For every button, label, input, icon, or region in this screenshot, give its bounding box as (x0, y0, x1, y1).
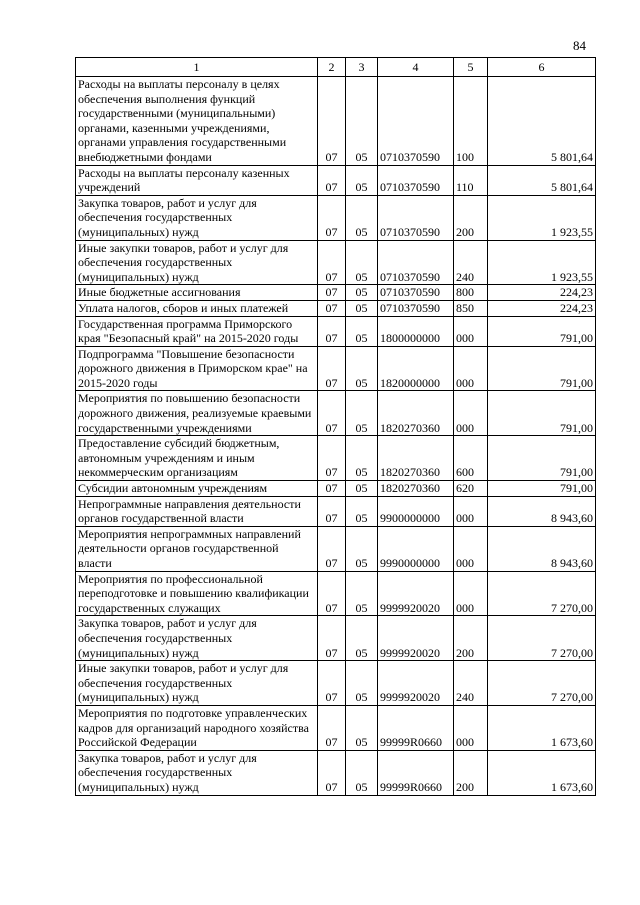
expense-type-cell: 110 (454, 165, 488, 195)
subsection-code-cell: 05 (346, 316, 378, 346)
expense-type-cell: 000 (454, 346, 488, 391)
subsection-code-cell: 05 (346, 571, 378, 616)
section-code-cell: 07 (318, 750, 346, 795)
amount-cell: 224,23 (488, 300, 596, 316)
expense-type-cell: 600 (454, 436, 488, 481)
row-name-cell: Непрограммные направления деятельности органов государственной власти (76, 496, 318, 526)
expense-type-cell: 620 (454, 481, 488, 497)
section-code-cell: 07 (318, 77, 346, 166)
section-code-cell: 07 (318, 391, 346, 436)
amount-cell: 791,00 (488, 391, 596, 436)
amount-cell: 1 923,55 (488, 195, 596, 240)
target-article-cell: 9999920020 (378, 616, 454, 661)
table-row (76, 571, 596, 616)
column-header: 1 (76, 58, 318, 77)
row-name-cell: Предоставление субсидий бюджетным, автономным учреждениям и иным некоммерческим организациям (76, 436, 318, 481)
subsection-code-cell: 05 (346, 391, 378, 436)
amount-cell: 7 270,00 (488, 571, 596, 616)
subsection-code-cell: 05 (346, 346, 378, 391)
amount-cell: 791,00 (488, 436, 596, 481)
expense-type-cell: 800 (454, 285, 488, 301)
subsection-code-cell: 05 (346, 240, 378, 285)
target-article-cell: 0710370590 (378, 77, 454, 166)
target-article-cell: 9999920020 (378, 661, 454, 706)
section-code-cell: 07 (318, 661, 346, 706)
target-article-cell: 99999R0660 (378, 705, 454, 750)
amount-cell: 1 923,55 (488, 240, 596, 285)
row-name-cell: Иные бюджетные ассигнования (76, 285, 318, 301)
expense-type-cell: 200 (454, 750, 488, 795)
expense-type-cell: 100 (454, 77, 488, 166)
row-name-cell: Расходы на выплаты персоналу в целях обеспечения выполнения функций государственными (муниципальными) органами, казенными учреждениями, органами управления государственными внебюджетными фондами (76, 77, 318, 166)
section-code-cell: 07 (318, 571, 346, 616)
amount-cell: 1 673,60 (488, 705, 596, 750)
target-article-cell: 9900000000 (378, 496, 454, 526)
subsection-code-cell: 05 (346, 616, 378, 661)
subsection-code-cell: 05 (346, 705, 378, 750)
table-row (76, 240, 596, 285)
row-name-cell: Расходы на выплаты персоналу казенных учреждений (76, 165, 318, 195)
row-name-cell: Закупка товаров, работ и услуг для обеспечения государственных (муниципальных) нужд (76, 750, 318, 795)
row-name-cell: Государственная программа Приморского края "Безопасный край" на 2015-2020 годы (76, 316, 318, 346)
section-code-cell: 07 (318, 240, 346, 285)
row-name-cell: Мероприятия непрограммных направлений деятельности органов государственной власти (76, 526, 318, 571)
column-header: 2 (318, 58, 346, 77)
target-article-cell: 0710370590 (378, 285, 454, 301)
section-code-cell: 07 (318, 481, 346, 497)
row-name-cell: Мероприятия по профессиональной переподготовке и повышению квалификации государственных служащих (76, 571, 318, 616)
table-header-row (76, 58, 596, 77)
subsection-code-cell: 05 (346, 436, 378, 481)
amount-cell: 8 943,60 (488, 496, 596, 526)
table-row (76, 496, 596, 526)
target-article-cell: 9999920020 (378, 571, 454, 616)
expense-type-cell: 000 (454, 571, 488, 616)
table-row (76, 616, 596, 661)
section-code-cell: 07 (318, 616, 346, 661)
subsection-code-cell: 05 (346, 661, 378, 706)
expense-type-cell: 200 (454, 195, 488, 240)
amount-cell: 7 270,00 (488, 661, 596, 706)
subsection-code-cell: 05 (346, 481, 378, 497)
section-code-cell: 07 (318, 300, 346, 316)
target-article-cell: 0710370590 (378, 165, 454, 195)
subsection-code-cell: 05 (346, 300, 378, 316)
section-code-cell: 07 (318, 165, 346, 195)
section-code-cell: 07 (318, 496, 346, 526)
table-row (76, 391, 596, 436)
amount-cell: 224,23 (488, 285, 596, 301)
section-code-cell: 07 (318, 316, 346, 346)
amount-cell: 791,00 (488, 316, 596, 346)
column-header: 3 (346, 58, 378, 77)
amount-cell: 1 673,60 (488, 750, 596, 795)
table-row (76, 750, 596, 795)
subsection-code-cell: 05 (346, 285, 378, 301)
subsection-code-cell: 05 (346, 195, 378, 240)
row-name-cell: Мероприятия по повышению безопасности дорожного движения, реализуемые краевыми государственными учреждениями (76, 391, 318, 436)
row-name-cell: Мероприятия по подготовке управленческих кадров для организаций народного хозяйства Российской Федерации (76, 705, 318, 750)
table-row (76, 661, 596, 706)
table-row (76, 195, 596, 240)
target-article-cell: 1820270360 (378, 436, 454, 481)
table-row (76, 77, 596, 166)
page-number: 84 (573, 38, 586, 53)
target-article-cell: 1820270360 (378, 391, 454, 436)
table-row (76, 705, 596, 750)
amount-cell: 8 943,60 (488, 526, 596, 571)
amount-cell: 5 801,64 (488, 77, 596, 166)
target-article-cell: 0710370590 (378, 300, 454, 316)
row-name-cell: Закупка товаров, работ и услуг для обеспечения государственных (муниципальных) нужд (76, 195, 318, 240)
amount-cell: 791,00 (488, 481, 596, 497)
expense-type-cell: 000 (454, 391, 488, 436)
amount-cell: 5 801,64 (488, 165, 596, 195)
table-row (76, 436, 596, 481)
table-row (76, 285, 596, 301)
row-name-cell: Уплата налогов, сборов и иных платежей (76, 300, 318, 316)
subsection-code-cell: 05 (346, 750, 378, 795)
row-name-cell: Субсидии автономным учреждениям (76, 481, 318, 497)
expense-type-cell: 000 (454, 705, 488, 750)
table-row (76, 316, 596, 346)
section-code-cell: 07 (318, 346, 346, 391)
expense-type-cell: 000 (454, 316, 488, 346)
column-header: 6 (488, 58, 596, 77)
expense-type-cell: 000 (454, 496, 488, 526)
section-code-cell: 07 (318, 526, 346, 571)
target-article-cell: 1800000000 (378, 316, 454, 346)
target-article-cell: 1820000000 (378, 346, 454, 391)
table-row (76, 526, 596, 571)
target-article-cell: 0710370590 (378, 195, 454, 240)
amount-cell: 791,00 (488, 346, 596, 391)
table-row (76, 300, 596, 316)
table-row (76, 481, 596, 497)
expense-type-cell: 200 (454, 616, 488, 661)
target-article-cell: 9990000000 (378, 526, 454, 571)
expense-type-cell: 240 (454, 661, 488, 706)
row-name-cell: Подпрограмма "Повышение безопасности дорожного движения в Приморском крае" на 2015-2020 годы (76, 346, 318, 391)
column-header: 4 (378, 58, 454, 77)
section-code-cell: 07 (318, 705, 346, 750)
subsection-code-cell: 05 (346, 165, 378, 195)
target-article-cell: 99999R0660 (378, 750, 454, 795)
expense-type-cell: 850 (454, 300, 488, 316)
subsection-code-cell: 05 (346, 77, 378, 166)
expense-type-cell: 240 (454, 240, 488, 285)
amount-cell: 7 270,00 (488, 616, 596, 661)
expense-type-cell: 000 (454, 526, 488, 571)
row-name-cell: Иные закупки товаров, работ и услуг для обеспечения государственных (муниципальных) нужд (76, 661, 318, 706)
section-code-cell: 07 (318, 436, 346, 481)
subsection-code-cell: 05 (346, 526, 378, 571)
section-code-cell: 07 (318, 285, 346, 301)
table-row (76, 346, 596, 391)
subsection-code-cell: 05 (346, 496, 378, 526)
row-name-cell: Закупка товаров, работ и услуг для обеспечения государственных (муниципальных) нужд (76, 616, 318, 661)
column-header: 5 (454, 58, 488, 77)
table-row (76, 165, 596, 195)
section-code-cell: 07 (318, 195, 346, 240)
target-article-cell: 0710370590 (378, 240, 454, 285)
target-article-cell: 1820270360 (378, 481, 454, 497)
row-name-cell: Иные закупки товаров, работ и услуг для обеспечения государственных (муниципальных) нужд (76, 240, 318, 285)
budget-table (75, 57, 596, 796)
